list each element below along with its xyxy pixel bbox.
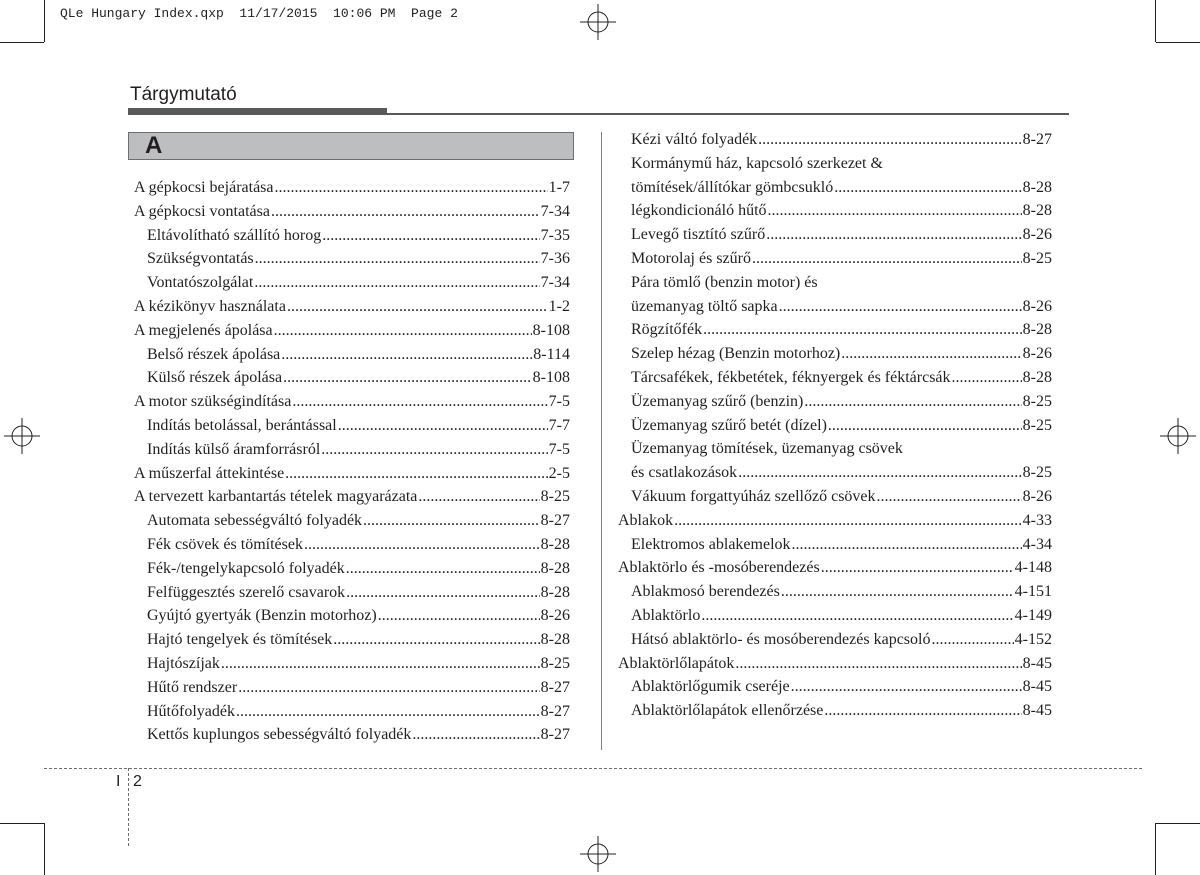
index-entry-term: Fék csövek és tömítések	[147, 535, 303, 553]
index-entry-term: A kézikönyv használata	[134, 297, 286, 315]
index-entry-page: 8-27	[540, 678, 570, 696]
index-entry-term: Hajtószíjak	[147, 654, 220, 672]
index-entry-page: 8-25	[1022, 464, 1052, 482]
crop-mark-bottom-left-h	[0, 823, 44, 824]
index-entry-leader-dots	[752, 247, 1022, 271]
registration-mark-right-icon	[1160, 418, 1196, 454]
index-entry-term: Ablaktörlőgumik cseréje	[631, 678, 790, 696]
index-entry-page: 4-33	[1022, 511, 1052, 529]
index-entry-page: 8-28	[540, 535, 570, 553]
index-entry	[134, 509, 570, 533]
index-entry	[134, 652, 570, 676]
index-letter: A	[145, 132, 163, 159]
index-entry-leader-dots	[292, 390, 547, 414]
index-entry	[618, 556, 1052, 580]
index-entry	[618, 461, 1052, 485]
index-entry-term: Hűtő rendszer	[147, 678, 238, 696]
index-entry-term: Kettős kuplungos sebességváltó folyadék	[147, 726, 412, 744]
crop-mark-top-left-v	[44, 0, 45, 42]
index-entry-leader-dots	[701, 604, 1013, 628]
index-entry-term: Ablaktörlőlapátok	[618, 654, 735, 672]
index-entry-page: 8-26	[1022, 345, 1052, 363]
crop-mark-bottom-left-v	[44, 823, 45, 875]
index-entry	[134, 700, 570, 724]
index-entry-term: Külső részek ápolása	[147, 369, 283, 387]
index-entry-page: 8-27	[540, 726, 570, 744]
index-entry-page: 8-27	[1022, 131, 1052, 148]
index-entry-page: 8-28	[540, 631, 570, 649]
index-entry-term: A tervezett karbantartás tételek magyarázata	[134, 488, 418, 506]
index-entry-leader-dots	[828, 414, 1022, 438]
index-entry-page: 8-28	[1022, 202, 1052, 220]
index-entry-leader-dots	[412, 723, 539, 747]
index-entry-term: Vákuum forgattyúház szellőző csövek	[631, 487, 876, 505]
index-entry-term: Ablakok	[618, 511, 674, 529]
index-entry-page: 1-2	[548, 297, 570, 315]
index-entry-leader-dots	[254, 271, 539, 295]
index-entry	[134, 271, 570, 295]
index-entry	[618, 199, 1052, 223]
index-entry	[618, 247, 1052, 271]
index-entry-page: 8-108	[532, 369, 570, 387]
index-entry-page: 2-5	[548, 464, 570, 482]
index-entry-term: és csatlakozások	[631, 464, 738, 482]
index-entry-page: 8-28	[1022, 368, 1052, 386]
index-entry-leader-dots	[418, 485, 539, 509]
index-entry-page: 4-152	[1014, 630, 1052, 648]
index-entry-leader-dots	[738, 461, 1021, 485]
index-entry-term: Ablakmosó berendezés	[631, 583, 780, 601]
index-entry-leader-dots	[791, 675, 1022, 699]
folio-page-number: 2	[133, 773, 142, 790]
index-entry	[134, 295, 570, 319]
index-entry	[134, 224, 570, 248]
index-entry-leader-dots	[287, 295, 548, 319]
print-slug: QLe Hungary Index.qxp 11/17/2015 10:06 PM Page 2	[60, 6, 458, 21]
index-entry-term: A megjelenés ápolása	[134, 321, 273, 339]
index-entry	[134, 676, 570, 700]
index-entry-term: Automata sebességváltó folyadék	[147, 512, 363, 530]
index-entry-page: 4-149	[1014, 606, 1052, 624]
index-entry	[134, 366, 570, 390]
index-entry-leader-dots	[804, 390, 1021, 414]
index-entry-page: 4-34	[1022, 535, 1052, 553]
index-entry-page: 7-34	[540, 274, 570, 292]
index-entry-page: 8-26	[1022, 487, 1052, 505]
index-entry	[618, 176, 1052, 200]
index-column-left	[134, 176, 570, 747]
index-entry-leader-dots	[781, 580, 1014, 604]
index-entry-page: 8-45	[1022, 654, 1052, 672]
index-entry-leader-dots	[238, 676, 539, 700]
index-entry-leader-dots	[346, 581, 540, 605]
index-entry-term: A motor szükségindítása	[134, 393, 292, 411]
index-entry-term: A gépkocsi bejáratása	[134, 179, 274, 196]
index-entry-page: 7-5	[548, 440, 570, 458]
index-entry-leader-dots	[821, 556, 1014, 580]
index-entry-page: 8-108	[532, 321, 570, 339]
index-entry-leader-dots	[304, 533, 540, 557]
index-entry	[134, 414, 570, 438]
index-entry	[134, 390, 570, 414]
crop-mark-bottom-right-h	[1156, 823, 1200, 824]
index-entry-page: 8-27	[540, 702, 570, 720]
index-entry	[618, 652, 1052, 676]
index-entry	[618, 414, 1052, 438]
index-entry-term: Indítás betolással, berántással	[147, 416, 337, 434]
index-entry-leader-dots	[281, 343, 532, 367]
index-entry-leader-dots	[346, 557, 540, 581]
footer-vertical-rule	[128, 768, 129, 846]
index-entry	[618, 604, 1052, 628]
index-entry-leader-dots	[363, 509, 540, 533]
index-entry-term: Szükségvontatás	[147, 250, 254, 268]
index-entry	[618, 295, 1052, 319]
index-entry-term: Szelep hézag (Benzin motorhoz)	[631, 345, 841, 363]
index-entry	[618, 628, 1052, 652]
index-entry-term: Tárcsafékek, fékbetétek, féknyergek és féktárcsák	[631, 368, 951, 386]
index-entry-term: Motorolaj és szűrő	[631, 249, 751, 267]
index-entry-leader-dots	[333, 628, 539, 652]
index-entry-page: 7-35	[540, 226, 570, 244]
section-title: Tárgymutató	[130, 84, 237, 105]
index-entry-leader-dots	[283, 366, 532, 390]
index-entry-term: Indítás külső áramforrásról	[147, 440, 321, 458]
index-entry-page: 8-26	[1022, 226, 1052, 244]
index-entry	[618, 675, 1052, 699]
index-entry-term: Hűtőfolyadék	[147, 702, 235, 720]
index-entry	[134, 485, 570, 509]
registration-mark-top-icon	[580, 4, 616, 40]
index-entry	[618, 390, 1052, 414]
index-entry	[134, 581, 570, 605]
index-entry-leader-dots	[841, 342, 1021, 366]
index-entry-term: Levegő tisztító szűrő	[631, 226, 766, 244]
index-entry-page: 7-5	[548, 393, 570, 411]
index-entry	[134, 247, 570, 271]
index-entry-page: 8-25	[1022, 416, 1052, 434]
index-entry	[134, 628, 570, 652]
index-entry	[618, 580, 1052, 604]
index-entry	[618, 271, 1052, 295]
index-entry-term: Eltávolítható szállító horog	[147, 226, 322, 244]
index-entry-page: 1-7	[548, 179, 570, 196]
index-entry-page: 4-151	[1014, 583, 1052, 601]
index-entry	[618, 223, 1052, 247]
index-entry	[618, 366, 1052, 390]
index-entry	[134, 343, 570, 367]
index-entry-leader-dots	[931, 628, 1013, 652]
crop-mark-top-left-h	[0, 42, 44, 43]
folio-section: I	[116, 773, 121, 790]
index-entry-page: 8-28	[1022, 178, 1052, 196]
index-entry-leader-dots	[271, 200, 540, 224]
index-entry	[134, 533, 570, 557]
index-entry-page: 8-27	[540, 512, 570, 530]
title-rule-thick	[128, 108, 387, 115]
index-entry-leader-dots	[792, 533, 1022, 557]
index-entry-term: Hátsó ablaktörlo- és mosóberendezés kapcsoló	[631, 630, 931, 648]
index-entry	[134, 723, 570, 747]
index-entry	[618, 533, 1052, 557]
index-entry	[618, 342, 1052, 366]
index-entry-leader-dots	[768, 199, 1022, 223]
index-entry-term: Gyújtó gyertyák (Benzin motorhoz)	[147, 607, 377, 625]
index-entry-page: 8-45	[1022, 702, 1052, 720]
index-entry	[618, 509, 1052, 533]
index-entry	[134, 200, 570, 224]
index-entry-page: 8-28	[1022, 321, 1052, 339]
index-entry-term: Ablaktörlőlapátok ellenőrzése	[631, 702, 824, 720]
index-entry-term: Kormánymű ház, kapcsoló szerkezet &	[631, 154, 883, 172]
index-letter-heading	[128, 132, 574, 160]
index-entry-leader-dots	[834, 176, 1021, 200]
index-entry-leader-dots	[877, 485, 1022, 509]
index-entry	[134, 319, 570, 343]
index-column-right	[618, 128, 1052, 723]
index-entry-page: 7-36	[540, 250, 570, 268]
index-entry-page: 8-25	[540, 488, 570, 506]
index-entry-leader-dots	[285, 462, 548, 486]
index-entry	[134, 438, 570, 462]
index-entry-leader-dots	[321, 438, 547, 462]
index-entry-page: 8-25	[1022, 392, 1052, 410]
index-entry-term: üzemanyag töltő sapka	[631, 297, 778, 315]
index-entry-page: 7-34	[540, 202, 570, 220]
index-entry	[134, 557, 570, 581]
index-entry-term: Belső részek ápolása	[147, 345, 281, 363]
index-entry-leader-dots	[255, 247, 540, 271]
index-entry	[134, 604, 570, 628]
crop-mark-top-right-h	[1156, 42, 1200, 43]
index-entry-page: 8-26	[540, 607, 570, 625]
index-entry-page: 7-7	[548, 416, 570, 434]
index-entry-leader-dots	[703, 318, 1022, 342]
index-entry-term: Elektromos ablakemelok	[631, 535, 791, 553]
index-entry-page: 8-45	[1022, 678, 1052, 696]
index-entry-term: Vontatószolgálat	[147, 274, 254, 292]
index-entry-page: 8-28	[540, 583, 570, 601]
index-entry-leader-dots	[338, 414, 548, 438]
index-entry	[618, 485, 1052, 509]
index-entry-term: Üzemanyag szűrő betét (dízel)	[631, 416, 827, 434]
index-entry-leader-dots	[779, 295, 1022, 319]
index-entry-term: Rögzítőfék	[631, 321, 703, 339]
index-entry-term: Felfüggesztés szerelő csavarok	[147, 583, 346, 601]
index-entry-term: Üzemanyag szűrő (benzin)	[631, 392, 804, 410]
index-entry-page: 4-148	[1014, 559, 1052, 577]
index-entry-leader-dots	[322, 224, 539, 248]
index-entry-term: Fék-/tengelykapcsoló folyadék	[147, 559, 345, 577]
crop-mark-bottom-right-v	[1155, 823, 1156, 875]
index-entry-leader-dots	[236, 700, 540, 724]
index-entry-page: 8-25	[540, 654, 570, 672]
index-entry-page: 8-28	[540, 559, 570, 577]
index-entry	[618, 699, 1052, 723]
index-entry-leader-dots	[274, 319, 532, 343]
crop-mark-top-right-v	[1155, 0, 1156, 42]
index-entry	[134, 462, 570, 486]
footer-rule	[44, 768, 1142, 769]
index-entry-term: A gépkocsi vontatása	[134, 202, 270, 220]
title-rule-thin	[387, 113, 1069, 115]
index-entry-leader-dots	[952, 366, 1022, 390]
registration-mark-left-icon	[4, 418, 40, 454]
index-entry	[618, 128, 1052, 152]
index-entry-term: Pára tömlő (benzin motor) és	[631, 273, 818, 291]
index-entry-term: Ablaktörlo	[631, 606, 701, 624]
index-entry-leader-dots	[824, 699, 1021, 723]
index-entry-leader-dots	[674, 509, 1022, 533]
index-entry-leader-dots	[221, 652, 540, 676]
index-entry-leader-dots	[758, 128, 1022, 152]
index-entry-leader-dots	[766, 223, 1021, 247]
index-entry-leader-dots	[735, 652, 1021, 676]
registration-mark-bottom-icon	[580, 836, 616, 872]
index-entry	[134, 176, 570, 200]
index-entry-term: A műszerfal áttekintése	[134, 464, 285, 482]
index-entry-term: tömítések/állítókar gömbcsukló	[631, 178, 834, 196]
index-entry-page: 8-25	[1022, 249, 1052, 267]
index-entry-page: 8-114	[533, 345, 570, 363]
index-entry-term: légkondicionáló hűtő	[631, 202, 767, 220]
index-entry-page: 8-26	[1022, 297, 1052, 315]
index-entry	[618, 152, 1052, 176]
index-entry-leader-dots	[275, 176, 548, 200]
index-entry	[618, 318, 1052, 342]
column-divider	[601, 132, 602, 750]
index-entry-term: Üzemanyag tömítések, üzemanyag csövek	[631, 440, 903, 458]
index-entry-term: Ablaktörlo és -mosóberendezés	[618, 559, 820, 577]
index-entry-leader-dots	[378, 604, 540, 628]
index-entry-term: Kézi váltó folyadék	[631, 131, 758, 148]
index-entry-term: Hajtó tengelyek és tömítések	[147, 631, 333, 649]
index-entry	[618, 437, 1052, 461]
